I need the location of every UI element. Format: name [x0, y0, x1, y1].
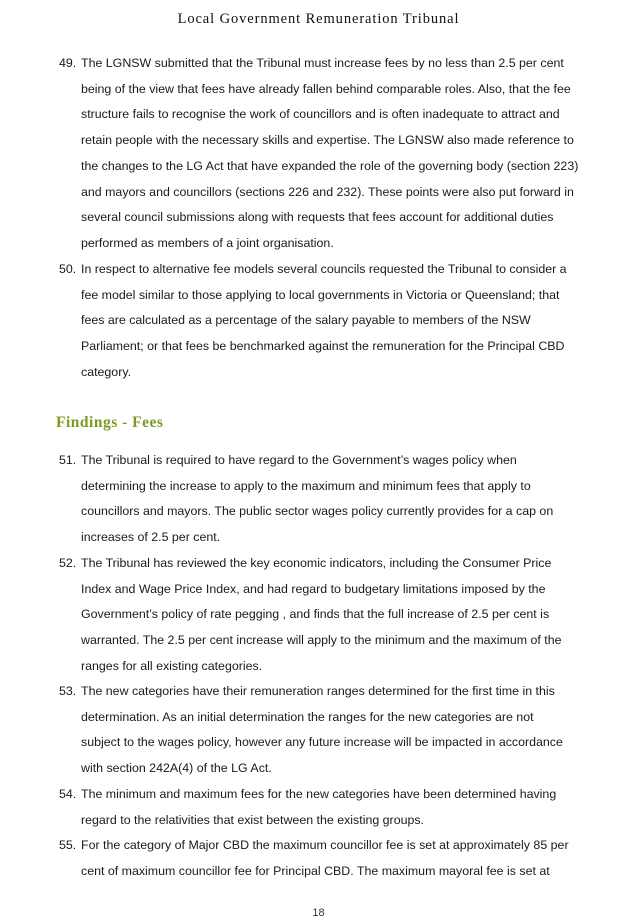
text-line: cent of maximum councillor fee for Principal CBD. The maximum mayoral fee is set at — [81, 863, 550, 878]
text-line: retain people with the necessary skills and expertise. The LGNSW also made reference to — [81, 133, 574, 148]
paragraph-number: 50. — [59, 262, 77, 276]
paragraph-number: 54. — [59, 787, 77, 801]
paragraph-52 — [59, 551, 589, 680]
text-line: Index and Wage Price Index, and had regard to budgetary limitations imposed by the — [81, 581, 546, 596]
paragraph-text — [81, 51, 589, 257]
text-line: category. — [81, 364, 132, 379]
text-line: ranges for all existing categories. — [81, 658, 263, 673]
paragraph-51 — [59, 448, 589, 551]
text-line: several council submissions along with requests that fees account for additional duties — [81, 210, 554, 225]
text-line: regard to the relativities that exist between the existing groups. — [81, 812, 424, 827]
text-line: The LGNSW submitted that the Tribunal must increase fees by no less than 2.5 per cent — [81, 56, 564, 70]
text-line: The new categories have their remuneration ranges determined for the first time in this — [81, 684, 555, 698]
text-line: Parliament; or that fees be benchmarked against the remuneration for the Principal CBD — [81, 339, 565, 354]
text-line: increases of 2.5 per cent. — [81, 530, 221, 545]
text-line: being of the view that fees have already fallen behind comparable roles. Also, that the fee — [81, 81, 571, 96]
text-line: performed as members of a joint organisation. — [81, 235, 334, 250]
text-line: warranted. The 2.5 per cent increase will apply to the minimum and the maximum of the — [81, 633, 562, 648]
paragraph-text — [81, 679, 589, 782]
text-line: determination. As an initial determination the ranges for the new categories are not — [81, 709, 534, 724]
section-heading: Findings - Fees — [56, 414, 164, 431]
paragraph-text — [81, 833, 589, 884]
text-line: structure fails to recognise the work of councillors and is often inadequate to attract and — [81, 107, 560, 122]
text-line: The minimum and maximum fees for the new categories have been determined having — [81, 787, 557, 801]
paragraph-number: 52. — [59, 556, 77, 570]
text-line: The Tribunal has reviewed the key economic indicators, including the Consumer Price — [81, 556, 552, 570]
text-line: Government’s policy of rate pegging , and finds that the full increase of 2.5 per cent is — [81, 607, 550, 622]
text-line: fee model similar to those applying to local governments in Victoria or Queensland; that — [81, 287, 560, 302]
paragraph-number: 49. — [59, 56, 77, 70]
paragraph-49 — [59, 51, 589, 257]
text-line: subject to the wages policy, however any future increase will be impacted in accordance — [81, 735, 563, 750]
text-line: The Tribunal is required to have regard to the Government’s wages policy when — [81, 453, 517, 467]
paragraph-text — [81, 448, 589, 551]
page-number: 18 — [312, 907, 325, 919]
paragraph-53 — [59, 679, 589, 782]
page-header-title: Local Government Remuneration Tribunal — [177, 11, 460, 27]
text-line: the changes to the LG Act that have expanded the role of the governing body (section 223) — [81, 158, 579, 173]
text-line: fees are calculated as a percentage of the salary payable to members of the NSW — [81, 313, 531, 328]
text-line: councillors and mayors. The public sector wages policy currently provides for a cap on — [81, 504, 554, 519]
paragraph-50 — [59, 257, 589, 386]
text-line: In respect to alternative fee models several councils requested the Tribunal to consider a — [81, 262, 567, 276]
paragraph-text — [81, 257, 589, 386]
paragraph-55 — [59, 833, 589, 884]
text-line: and mayors and councillors (sections 226 and 232). These points were also put forward in — [81, 184, 574, 199]
paragraph-number: 51. — [59, 453, 77, 467]
text-line: with section 242A(4) of the LG Act. — [81, 761, 272, 776]
paragraph-54 — [59, 782, 589, 833]
paragraph-number: 55. — [59, 838, 77, 852]
paragraph-text — [81, 782, 589, 833]
paragraph-number: 53. — [59, 684, 77, 698]
text-line: For the category of Major CBD the maximum councillor fee is set at approximately 85 per — [81, 838, 569, 852]
paragraph-text — [81, 551, 589, 680]
text-line: determining the increase to apply to the maximum and minimum fees that apply to — [81, 478, 531, 493]
